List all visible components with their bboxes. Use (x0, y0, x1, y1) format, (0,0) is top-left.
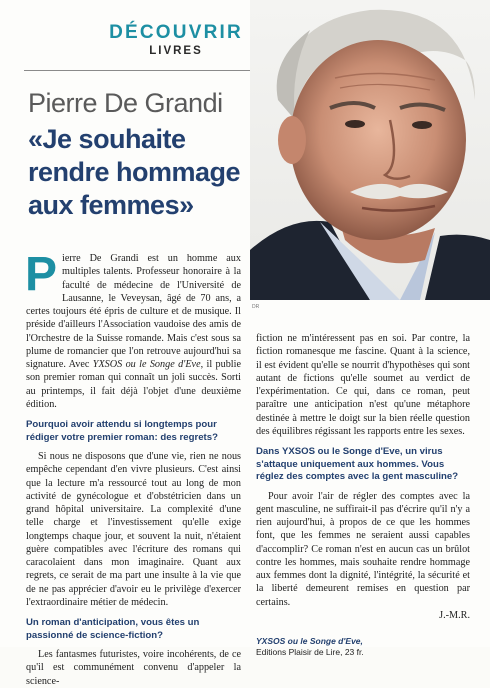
book-publisher: Editions Plaisir de Lire, 23 fr. (256, 647, 364, 657)
question-1: Pourquoi avoir attendu si longtemps pour rédiger votre premier roman: des regrets? (26, 419, 218, 443)
drop-cap: P (25, 248, 58, 301)
answer-2-start: Les fantasmes futuristes, voire incohérents, de ce qu'il est communément convenu d'appeler la science- (26, 649, 241, 687)
text-column-left (25, 248, 241, 688)
lead-text-end: , il publie son premier roman qui connaît un joli succès. Sorti au printemps, il fait déjà l'objet d'une deuxième édition. (26, 359, 241, 410)
section-subtitle: LIVRES (149, 45, 203, 57)
lead-text: ierre De Grandi est un homme aux multiples talents. Professeur honoraire à la faculté de médecine de l'Université de Lausanne, le Veveysan, âgé de 70 ans, a certes toujours été épris de culture et de musique. Il préside d'ailleurs l'Association vaudoise des amis de l'Orchestre de la Suisse romande. Mais c'est sous sa plume de romancier que l'on retrouve aujourd'hui sa signature. Avec (26, 253, 241, 370)
book-title: YXSOS ou le Songe d'Eve, (256, 636, 363, 646)
question-3: Dans YXSOS ou le Songe d'Eve, un virus s'attaque uniquement aux hommes. Vous réglez des comptes avec la gent masculine? (256, 446, 459, 482)
photo-credit: DR (252, 304, 260, 310)
author-signature: J.-M.R. (439, 609, 470, 621)
article-headline: «Je souhaite rendre hommage aux femmes» (28, 124, 241, 220)
author-name: Pierre De Grandi (28, 88, 223, 118)
lead-book-title: YXSOS ou le Songe d'Eve (92, 359, 201, 370)
question-2: Un roman d'anticipation, vous êtes un passionné de science-fiction? (26, 617, 200, 641)
answer-3: Pour avoir l'air de régler des comptes avec la gent masculine, ne suffirait-il pas d'écrire qu'il n'y a rien aujourd'hui, à propos de ce que les hommes font, que les femmes ne seraient aussi capables d'accomplir? Ce roman n'est en aucun cas un brûlot contre les hommes, mais souhaite rendre hommage aux femmes dont la dignité, l'intégrité, la sécurité et la liberté demeurent remises en question par certains. (256, 490, 470, 608)
header-rule (24, 70, 274, 71)
section-title: DÉCOUVRIR (109, 22, 243, 43)
lead-paragraph (25, 248, 241, 411)
author-portrait (250, 0, 490, 300)
text-column-right (256, 332, 470, 658)
answer-1: Si nous ne disposons que d'une vie, rien ne nous empêche cependant d'en vivre plusieurs. C'est ainsi que la lecture m'a ressourcé tout au long de mon activité de gynécologue et d'obstétricien dans un grand hôpital universitaire. La complexité d'une telle charge et l'investissement qu'elle exige longtemps chaque jour, et souvent la nuit, n'étaient guère compatibles avec l'écriture des romans qui caracolaient dans mon imaginaire. Quant aux regrets, ce serait de ma part une insulte à la vie que de ne pas apprécier d'avoir eu le privilège d'exercer l'extraordinaire métier de médecin. (26, 451, 241, 608)
book-info (256, 636, 470, 658)
answer-2-continued: fiction ne m'intéressent pas en soi. Par contre, la fiction romanesque me fascine. Quant à la science, il est évident qu'elle se nourrit d'hypothèses qui sont autant de fictions qu'elle soumet au verdict de l'expérimentation. Ce qui, dans ce roman, peut paraître une anticipation n'est qu'une métaphore destinée à mettre le doigt sur la bien réelle question des équilibres régissant les rapports entre les sexes. (256, 333, 470, 437)
